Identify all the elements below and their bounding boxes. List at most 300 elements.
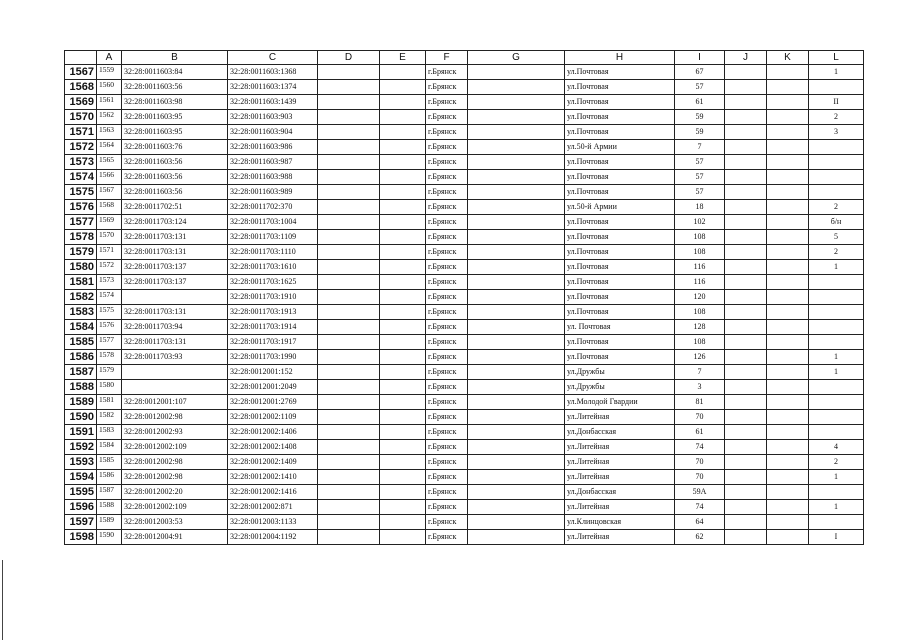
cell-d[interactable] xyxy=(318,470,380,485)
cell-f[interactable]: г.Брянск xyxy=(426,125,468,140)
cell-k[interactable] xyxy=(767,275,809,290)
cell-i[interactable]: 7 xyxy=(675,140,725,155)
row-number[interactable]: 1590 xyxy=(65,410,97,425)
cell-a[interactable]: 1588 xyxy=(97,500,122,515)
cell-e[interactable] xyxy=(380,185,426,200)
cell-d[interactable] xyxy=(318,260,380,275)
cell-k[interactable] xyxy=(767,215,809,230)
cell-j[interactable] xyxy=(725,380,767,395)
corner-cell[interactable] xyxy=(65,51,97,65)
cell-k[interactable] xyxy=(767,530,809,545)
cell-j[interactable] xyxy=(725,440,767,455)
cell-g[interactable] xyxy=(468,320,565,335)
cell-d[interactable] xyxy=(318,365,380,380)
cell-f[interactable]: г.Брянск xyxy=(426,395,468,410)
cell-f[interactable]: г.Брянск xyxy=(426,305,468,320)
cell-k[interactable] xyxy=(767,185,809,200)
cell-k[interactable] xyxy=(767,410,809,425)
cell-l[interactable] xyxy=(809,335,864,350)
cell-k[interactable] xyxy=(767,350,809,365)
cell-h[interactable]: ул.Почтовая xyxy=(565,170,675,185)
cell-j[interactable] xyxy=(725,290,767,305)
cell-a[interactable]: 1573 xyxy=(97,275,122,290)
cell-l[interactable] xyxy=(809,410,864,425)
cell-j[interactable] xyxy=(725,470,767,485)
cell-i[interactable]: 57 xyxy=(675,185,725,200)
row-number[interactable]: 1595 xyxy=(65,485,97,500)
cell-k[interactable] xyxy=(767,65,809,80)
column-header-d[interactable]: D xyxy=(318,51,380,65)
cell-a[interactable]: 1582 xyxy=(97,410,122,425)
cell-d[interactable] xyxy=(318,245,380,260)
cell-d[interactable] xyxy=(318,95,380,110)
cell-b[interactable]: 32:28:0012001:107 xyxy=(122,395,228,410)
cell-a[interactable]: 1560 xyxy=(97,80,122,95)
cell-f[interactable]: г.Брянск xyxy=(426,170,468,185)
cell-g[interactable] xyxy=(468,185,565,200)
cell-i[interactable]: 57 xyxy=(675,80,725,95)
cell-f[interactable]: г.Брянск xyxy=(426,320,468,335)
cell-f[interactable]: г.Брянск xyxy=(426,515,468,530)
cell-c[interactable]: 32:28:0011703:1914 xyxy=(228,320,318,335)
cell-g[interactable] xyxy=(468,215,565,230)
cell-k[interactable] xyxy=(767,110,809,125)
cell-h[interactable]: ул.Почтовая xyxy=(565,230,675,245)
cell-k[interactable] xyxy=(767,380,809,395)
cell-j[interactable] xyxy=(725,530,767,545)
cell-a[interactable]: 1585 xyxy=(97,455,122,470)
cell-h[interactable]: ул.Литейная xyxy=(565,530,675,545)
cell-g[interactable] xyxy=(468,200,565,215)
cell-l[interactable] xyxy=(809,305,864,320)
cell-l[interactable] xyxy=(809,170,864,185)
cell-c[interactable]: 32:28:0012002:1409 xyxy=(228,455,318,470)
cell-d[interactable] xyxy=(318,410,380,425)
cell-c[interactable]: 32:28:0012001:152 xyxy=(228,365,318,380)
cell-k[interactable] xyxy=(767,320,809,335)
cell-a[interactable]: 1572 xyxy=(97,260,122,275)
cell-i[interactable]: 120 xyxy=(675,290,725,305)
row-number[interactable]: 1576 xyxy=(65,200,97,215)
row-number[interactable]: 1578 xyxy=(65,230,97,245)
cell-j[interactable] xyxy=(725,410,767,425)
cell-j[interactable] xyxy=(725,245,767,260)
cell-f[interactable]: г.Брянск xyxy=(426,500,468,515)
column-header-f[interactable]: F xyxy=(426,51,468,65)
cell-l[interactable]: 1 xyxy=(809,500,864,515)
cell-c[interactable]: 32:28:0011603:1439 xyxy=(228,95,318,110)
cell-k[interactable] xyxy=(767,290,809,305)
column-header-e[interactable]: E xyxy=(380,51,426,65)
cell-a[interactable]: 1579 xyxy=(97,365,122,380)
cell-d[interactable] xyxy=(318,500,380,515)
cell-b[interactable]: 32:28:0011603:95 xyxy=(122,125,228,140)
cell-k[interactable] xyxy=(767,80,809,95)
cell-l[interactable] xyxy=(809,275,864,290)
cell-d[interactable] xyxy=(318,140,380,155)
cell-i[interactable]: 108 xyxy=(675,305,725,320)
cell-j[interactable] xyxy=(725,260,767,275)
cell-j[interactable] xyxy=(725,425,767,440)
cell-c[interactable]: 32:28:0011603:989 xyxy=(228,185,318,200)
cell-a[interactable]: 1565 xyxy=(97,155,122,170)
column-header-l[interactable]: L xyxy=(809,51,864,65)
row-number[interactable]: 1582 xyxy=(65,290,97,305)
row-number[interactable]: 1586 xyxy=(65,350,97,365)
cell-e[interactable] xyxy=(380,470,426,485)
column-header-g[interactable]: G xyxy=(468,51,565,65)
cell-d[interactable] xyxy=(318,530,380,545)
cell-f[interactable]: г.Брянск xyxy=(426,380,468,395)
cell-j[interactable] xyxy=(725,215,767,230)
cell-b[interactable] xyxy=(122,365,228,380)
cell-i[interactable]: 67 xyxy=(675,65,725,80)
cell-d[interactable] xyxy=(318,200,380,215)
cell-a[interactable]: 1584 xyxy=(97,440,122,455)
cell-a[interactable]: 1568 xyxy=(97,200,122,215)
column-header-a[interactable]: A xyxy=(97,51,122,65)
cell-a[interactable]: 1570 xyxy=(97,230,122,245)
cell-g[interactable] xyxy=(468,260,565,275)
row-number[interactable]: 1567 xyxy=(65,65,97,80)
cell-b[interactable]: 32:28:0011702:51 xyxy=(122,200,228,215)
cell-j[interactable] xyxy=(725,200,767,215)
cell-e[interactable] xyxy=(380,530,426,545)
cell-l[interactable]: 4 xyxy=(809,440,864,455)
cell-e[interactable] xyxy=(380,200,426,215)
cell-c[interactable]: 32:28:0011603:1374 xyxy=(228,80,318,95)
cell-f[interactable]: г.Брянск xyxy=(426,485,468,500)
cell-g[interactable] xyxy=(468,350,565,365)
cell-e[interactable] xyxy=(380,320,426,335)
cell-f[interactable]: г.Брянск xyxy=(426,80,468,95)
cell-g[interactable] xyxy=(468,305,565,320)
cell-h[interactable]: ул.Почтовая xyxy=(565,80,675,95)
cell-j[interactable] xyxy=(725,320,767,335)
cell-h[interactable]: ул.Почтовая xyxy=(565,155,675,170)
cell-b[interactable]: 32:28:0011603:56 xyxy=(122,80,228,95)
row-number[interactable]: 1572 xyxy=(65,140,97,155)
cell-e[interactable] xyxy=(380,305,426,320)
cell-j[interactable] xyxy=(725,110,767,125)
cell-a[interactable]: 1590 xyxy=(97,530,122,545)
cell-j[interactable] xyxy=(725,305,767,320)
cell-c[interactable]: 32:28:0011703:1990 xyxy=(228,350,318,365)
cell-e[interactable] xyxy=(380,215,426,230)
cell-f[interactable]: г.Брянск xyxy=(426,530,468,545)
cell-h[interactable]: ул.50-й Армии xyxy=(565,200,675,215)
cell-d[interactable] xyxy=(318,440,380,455)
cell-f[interactable]: г.Брянск xyxy=(426,335,468,350)
cell-b[interactable]: 32:28:0011703:124 xyxy=(122,215,228,230)
cell-a[interactable]: 1561 xyxy=(97,95,122,110)
cell-g[interactable] xyxy=(468,335,565,350)
cell-h[interactable]: ул.Почтовая xyxy=(565,95,675,110)
cell-b[interactable]: 32:28:0012004:91 xyxy=(122,530,228,545)
cell-l[interactable]: 2 xyxy=(809,245,864,260)
cell-i[interactable]: 74 xyxy=(675,440,725,455)
cell-l[interactable] xyxy=(809,185,864,200)
row-number[interactable]: 1580 xyxy=(65,260,97,275)
cell-j[interactable] xyxy=(725,125,767,140)
cell-d[interactable] xyxy=(318,80,380,95)
cell-d[interactable] xyxy=(318,395,380,410)
cell-c[interactable]: 32:28:0011703:1625 xyxy=(228,275,318,290)
cell-i[interactable]: 126 xyxy=(675,350,725,365)
cell-l[interactable]: 2 xyxy=(809,455,864,470)
cell-l[interactable]: 2 xyxy=(809,110,864,125)
cell-l[interactable] xyxy=(809,515,864,530)
cell-a[interactable]: 1589 xyxy=(97,515,122,530)
cell-l[interactable] xyxy=(809,395,864,410)
cell-b[interactable]: 32:28:0011703:131 xyxy=(122,245,228,260)
cell-i[interactable]: 81 xyxy=(675,395,725,410)
cell-j[interactable] xyxy=(725,335,767,350)
cell-e[interactable] xyxy=(380,110,426,125)
cell-l[interactable] xyxy=(809,485,864,500)
cell-b[interactable]: 32:28:0011603:56 xyxy=(122,185,228,200)
cell-a[interactable]: 1562 xyxy=(97,110,122,125)
cell-e[interactable] xyxy=(380,440,426,455)
cell-e[interactable] xyxy=(380,455,426,470)
cell-f[interactable]: г.Брянск xyxy=(426,350,468,365)
cell-c[interactable]: 32:28:0011703:1610 xyxy=(228,260,318,275)
cell-h[interactable]: ул.Почтовая xyxy=(565,215,675,230)
cell-f[interactable]: г.Брянск xyxy=(426,140,468,155)
cell-b[interactable]: 32:28:0011603:56 xyxy=(122,155,228,170)
cell-c[interactable]: 32:28:0011603:988 xyxy=(228,170,318,185)
cell-i[interactable]: 70 xyxy=(675,455,725,470)
cell-e[interactable] xyxy=(380,485,426,500)
cell-l[interactable]: II xyxy=(809,95,864,110)
cell-i[interactable]: 70 xyxy=(675,410,725,425)
cell-d[interactable] xyxy=(318,65,380,80)
cell-d[interactable] xyxy=(318,335,380,350)
cell-g[interactable] xyxy=(468,110,565,125)
cell-d[interactable] xyxy=(318,155,380,170)
cell-g[interactable] xyxy=(468,470,565,485)
cell-f[interactable]: г.Брянск xyxy=(426,185,468,200)
cell-b[interactable]: 32:28:0011703:93 xyxy=(122,350,228,365)
cell-h[interactable]: ул.Дружбы xyxy=(565,365,675,380)
cell-a[interactable]: 1575 xyxy=(97,305,122,320)
cell-g[interactable] xyxy=(468,155,565,170)
cell-l[interactable] xyxy=(809,380,864,395)
cell-i[interactable]: 61 xyxy=(675,95,725,110)
cell-i[interactable]: 57 xyxy=(675,155,725,170)
cell-k[interactable] xyxy=(767,425,809,440)
cell-i[interactable]: 18 xyxy=(675,200,725,215)
cell-e[interactable] xyxy=(380,230,426,245)
cell-j[interactable] xyxy=(725,80,767,95)
cell-i[interactable]: 74 xyxy=(675,500,725,515)
cell-a[interactable]: 1566 xyxy=(97,170,122,185)
cell-d[interactable] xyxy=(318,215,380,230)
cell-a[interactable]: 1580 xyxy=(97,380,122,395)
cell-i[interactable]: 70 xyxy=(675,470,725,485)
cell-j[interactable] xyxy=(725,170,767,185)
cell-j[interactable] xyxy=(725,500,767,515)
cell-l[interactable]: 1 xyxy=(809,350,864,365)
cell-k[interactable] xyxy=(767,260,809,275)
cell-a[interactable]: 1586 xyxy=(97,470,122,485)
cell-j[interactable] xyxy=(725,230,767,245)
cell-i[interactable]: 61 xyxy=(675,425,725,440)
cell-g[interactable] xyxy=(468,140,565,155)
cell-e[interactable] xyxy=(380,515,426,530)
cell-a[interactable]: 1581 xyxy=(97,395,122,410)
cell-j[interactable] xyxy=(725,485,767,500)
cell-j[interactable] xyxy=(725,275,767,290)
cell-l[interactable] xyxy=(809,290,864,305)
cell-h[interactable]: ул.Почтовая xyxy=(565,350,675,365)
cell-i[interactable]: 3 xyxy=(675,380,725,395)
cell-k[interactable] xyxy=(767,200,809,215)
cell-c[interactable]: 32:28:0011603:986 xyxy=(228,140,318,155)
cell-e[interactable] xyxy=(380,365,426,380)
cell-k[interactable] xyxy=(767,440,809,455)
cell-b[interactable]: 32:28:0011703:94 xyxy=(122,320,228,335)
cell-k[interactable] xyxy=(767,395,809,410)
cell-a[interactable]: 1576 xyxy=(97,320,122,335)
cell-k[interactable] xyxy=(767,140,809,155)
cell-l[interactable] xyxy=(809,425,864,440)
cell-e[interactable] xyxy=(380,125,426,140)
cell-k[interactable] xyxy=(767,305,809,320)
cell-i[interactable]: 116 xyxy=(675,260,725,275)
cell-a[interactable]: 1583 xyxy=(97,425,122,440)
cell-l[interactable] xyxy=(809,140,864,155)
cell-h[interactable]: ул.Почтовая xyxy=(565,125,675,140)
column-header-h[interactable]: H xyxy=(565,51,675,65)
cell-h[interactable]: ул.Почтовая xyxy=(565,185,675,200)
cell-b[interactable]: 32:28:0011703:131 xyxy=(122,230,228,245)
cell-f[interactable]: г.Брянск xyxy=(426,470,468,485)
row-number[interactable]: 1571 xyxy=(65,125,97,140)
cell-k[interactable] xyxy=(767,155,809,170)
cell-c[interactable]: 32:28:0012002:1416 xyxy=(228,485,318,500)
cell-l[interactable]: 2 xyxy=(809,200,864,215)
cell-f[interactable]: г.Брянск xyxy=(426,440,468,455)
cell-b[interactable]: 32:28:0012003:53 xyxy=(122,515,228,530)
cell-g[interactable] xyxy=(468,410,565,425)
cell-a[interactable]: 1571 xyxy=(97,245,122,260)
cell-i[interactable]: 128 xyxy=(675,320,725,335)
column-header-b[interactable]: B xyxy=(122,51,228,65)
cell-i[interactable]: 116 xyxy=(675,275,725,290)
cell-i[interactable]: 59 xyxy=(675,110,725,125)
cell-b[interactable]: 32:28:0011703:137 xyxy=(122,260,228,275)
row-number[interactable]: 1598 xyxy=(65,530,97,545)
row-number[interactable]: 1587 xyxy=(65,365,97,380)
cell-c[interactable]: 32:28:0011703:1004 xyxy=(228,215,318,230)
cell-b[interactable]: 32:28:0011703:137 xyxy=(122,275,228,290)
cell-e[interactable] xyxy=(380,260,426,275)
cell-k[interactable] xyxy=(767,455,809,470)
cell-c[interactable]: 32:28:0011703:1110 xyxy=(228,245,318,260)
cell-l[interactable]: 3 xyxy=(809,125,864,140)
cell-g[interactable] xyxy=(468,65,565,80)
cell-k[interactable] xyxy=(767,245,809,260)
cell-e[interactable] xyxy=(380,80,426,95)
cell-l[interactable] xyxy=(809,155,864,170)
row-number[interactable]: 1592 xyxy=(65,440,97,455)
row-number[interactable]: 1568 xyxy=(65,80,97,95)
cell-h[interactable]: ул. Почтовая xyxy=(565,320,675,335)
cell-c[interactable]: 32:28:0011603:904 xyxy=(228,125,318,140)
cell-h[interactable]: ул.Почтовая xyxy=(565,275,675,290)
cell-g[interactable] xyxy=(468,530,565,545)
cell-a[interactable]: 1559 xyxy=(97,65,122,80)
cell-d[interactable] xyxy=(318,170,380,185)
cell-b[interactable]: 32:28:0012002:109 xyxy=(122,440,228,455)
cell-k[interactable] xyxy=(767,470,809,485)
cell-e[interactable] xyxy=(380,155,426,170)
cell-h[interactable]: ул.Почтовая xyxy=(565,110,675,125)
cell-b[interactable]: 32:28:0011603:84 xyxy=(122,65,228,80)
cell-h[interactable]: ул.Почтовая xyxy=(565,245,675,260)
cell-j[interactable] xyxy=(725,155,767,170)
cell-c[interactable]: 32:28:0012001:2769 xyxy=(228,395,318,410)
cell-j[interactable] xyxy=(725,395,767,410)
cell-e[interactable] xyxy=(380,395,426,410)
column-header-i[interactable]: I xyxy=(675,51,725,65)
cell-a[interactable]: 1563 xyxy=(97,125,122,140)
cell-g[interactable] xyxy=(468,395,565,410)
cell-d[interactable] xyxy=(318,275,380,290)
cell-e[interactable] xyxy=(380,290,426,305)
cell-a[interactable]: 1574 xyxy=(97,290,122,305)
cell-b[interactable]: 32:28:0011603:56 xyxy=(122,170,228,185)
cell-d[interactable] xyxy=(318,380,380,395)
cell-g[interactable] xyxy=(468,290,565,305)
column-header-k[interactable]: K xyxy=(767,51,809,65)
cell-c[interactable]: 32:28:0011703:1910 xyxy=(228,290,318,305)
cell-e[interactable] xyxy=(380,335,426,350)
cell-f[interactable]: г.Брянск xyxy=(426,95,468,110)
cell-b[interactable]: 32:28:0012002:93 xyxy=(122,425,228,440)
row-number[interactable]: 1583 xyxy=(65,305,97,320)
cell-h[interactable]: ул.Почтовая xyxy=(565,260,675,275)
cell-d[interactable] xyxy=(318,305,380,320)
cell-i[interactable]: 108 xyxy=(675,245,725,260)
cell-b[interactable]: 32:28:0011603:98 xyxy=(122,95,228,110)
cell-i[interactable]: 62 xyxy=(675,530,725,545)
cell-g[interactable] xyxy=(468,245,565,260)
cell-f[interactable]: г.Брянск xyxy=(426,110,468,125)
cell-h[interactable]: ул.50-й Армии xyxy=(565,140,675,155)
cell-f[interactable]: г.Брянск xyxy=(426,200,468,215)
cell-j[interactable] xyxy=(725,350,767,365)
cell-h[interactable]: ул.Литейная xyxy=(565,440,675,455)
cell-e[interactable] xyxy=(380,275,426,290)
cell-h[interactable]: ул.Литейная xyxy=(565,470,675,485)
cell-c[interactable]: 32:28:0011702:370 xyxy=(228,200,318,215)
cell-f[interactable]: г.Брянск xyxy=(426,275,468,290)
cell-d[interactable] xyxy=(318,320,380,335)
cell-k[interactable] xyxy=(767,335,809,350)
cell-f[interactable]: г.Брянск xyxy=(426,365,468,380)
cell-c[interactable]: 32:28:0011603:1368 xyxy=(228,65,318,80)
cell-d[interactable] xyxy=(318,485,380,500)
cell-k[interactable] xyxy=(767,125,809,140)
cell-f[interactable]: г.Брянск xyxy=(426,455,468,470)
cell-c[interactable]: 32:28:0011603:987 xyxy=(228,155,318,170)
cell-l[interactable] xyxy=(809,320,864,335)
cell-g[interactable] xyxy=(468,500,565,515)
cell-h[interactable]: ул.Литейная xyxy=(565,410,675,425)
cell-g[interactable] xyxy=(468,80,565,95)
